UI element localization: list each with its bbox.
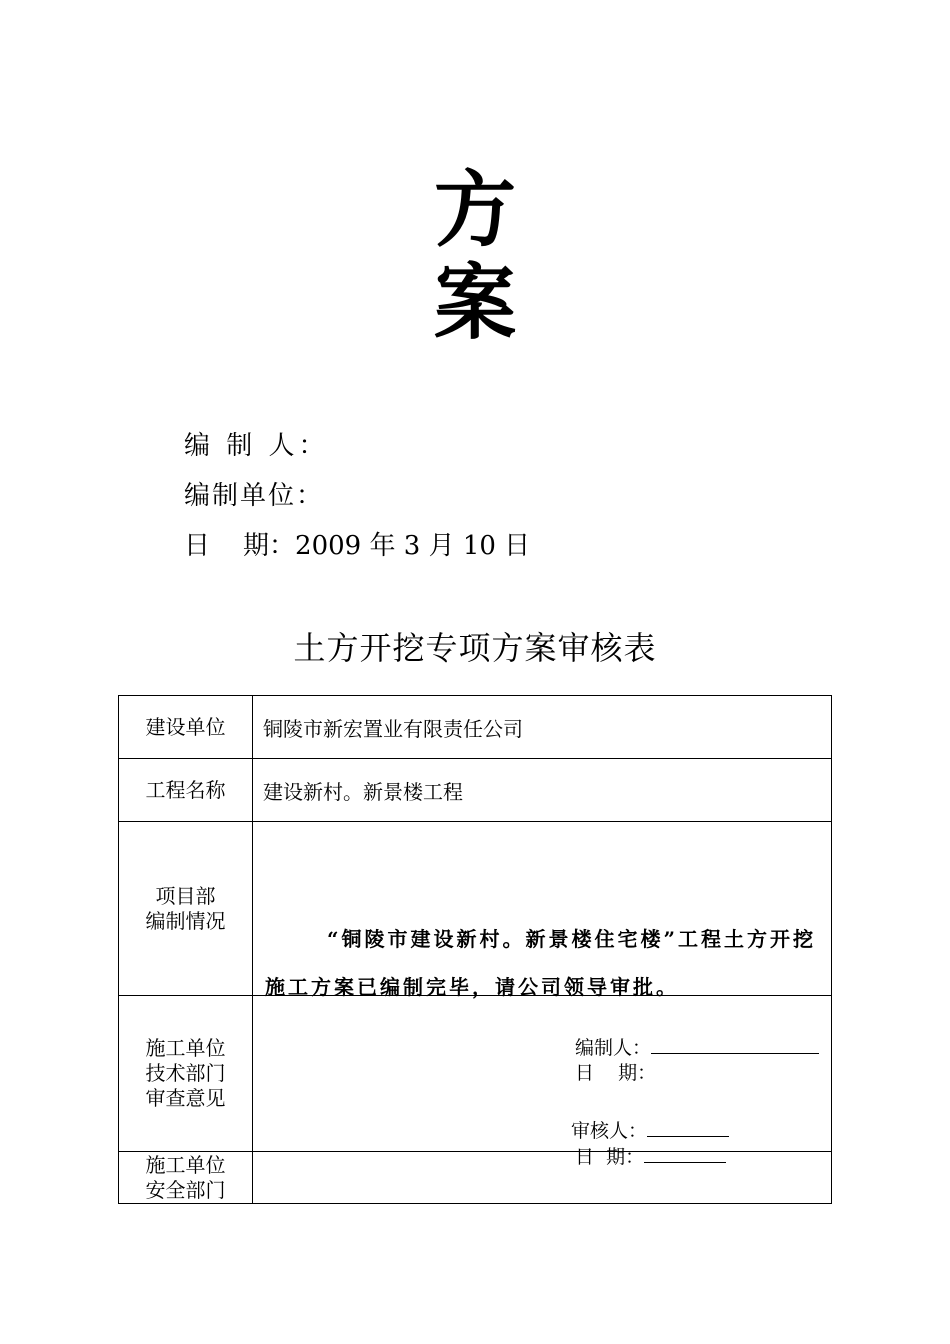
label-line: 施工单位 [145,1036,226,1060]
review-table-title: 土方开挖专项方案审核表 [293,629,657,667]
row-content [253,996,832,1168]
label-line: 项目部 [155,883,216,908]
reviewer-label: 审核人： [571,1119,648,1142]
review-table [118,695,832,1204]
date-blank [644,1144,726,1163]
date-field-label: 日 期： [575,1061,657,1084]
signer-line [575,1035,819,1061]
date-label: 日 期：2009 年 3 月 10 日 [184,531,531,561]
row-label: 工程名称 [119,759,253,822]
row-content [253,1152,832,1204]
table-row [119,822,832,996]
unit-label: 编制单位： [184,481,325,511]
table-row [119,696,832,759]
signature-blank [647,1118,729,1137]
row-label [119,822,253,996]
date-line [575,1144,726,1170]
table-row [119,996,832,1152]
label-line: 编制情况 [145,908,226,933]
row-label [119,1152,253,1204]
label-line: 安全部门 [145,1177,226,1202]
cover-title-char-2: 案 [433,255,516,351]
table-row [119,759,832,822]
row-content [253,822,832,1084]
row-value: 建设新村。新景楼工程 [253,759,832,822]
compile-statement: “铜陵市建设新村。新景楼住宅楼”工程土方开挖施工方案已编制完毕，请公司领导审批。 [265,926,817,999]
row-value: 铜陵市新宏置业有限责任公司 [253,696,832,759]
label-line: 施工单位 [145,1152,226,1177]
signature-blank [651,1035,819,1054]
label-line: 技术部门 [145,1061,226,1085]
row-label [119,996,253,1152]
reviewer-line [571,1118,729,1144]
row-label: 建设单位 [119,696,253,759]
signer-label: 编制人： [575,1036,652,1059]
date-field-label: 日 期： [575,1145,645,1168]
cover-title-char-1: 方 [433,162,516,258]
label-line: 审查意见 [145,1086,226,1110]
compiler-label: 编 制 人： [184,431,329,461]
date-line [575,1061,656,1086]
